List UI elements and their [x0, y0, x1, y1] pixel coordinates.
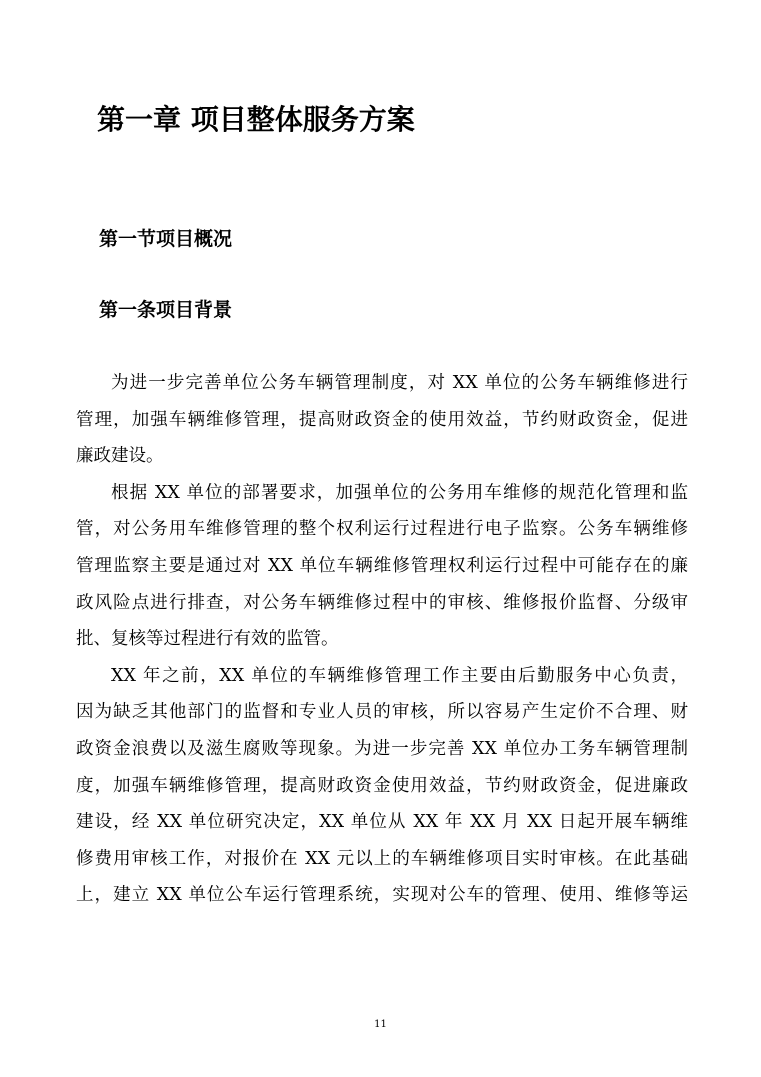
paragraph-line: 管，对公务用车维修管理的整个权利运行过程进行电子监察。公务车辆维修 [76, 519, 688, 540]
paragraph-line: 批、复核等过程进行有效的监管。 [76, 629, 339, 650]
paragraph-line: 管理监察主要是通过对 XX 单位车辆维修管理权利运行过程中可能存在的廉 [76, 555, 688, 576]
paragraph-line: 因为缺乏其他部门的监督和专业人员的审核，所以容易产生定价不合理、财 [76, 702, 688, 723]
body-text [76, 365, 688, 914]
paragraph-line: 上，建立 XX 单位公车运行管理系统，实现对公车的管理、使用、维修等运 [76, 885, 688, 906]
paragraph-line: 政风险点进行排查，对公务车辆维修过程中的审核、维修报价监督、分级审 [76, 592, 688, 613]
paragraph-line: 建设，经 XX 单位研究决定，XX 单位从 XX 年 XX 月 XX 日起开展车辆维 [76, 812, 688, 833]
paragraph-line: 管理，加强车辆维修管理，提高财政资金的使用效益，节约财政资金，促进 [76, 409, 688, 430]
paragraph [76, 365, 688, 475]
paragraph-line: 政资金浪费以及滋生腐败等现象。为进一步完善 XX 单位办工务车辆管理制 [76, 738, 688, 759]
paragraph-line: XX 年之前，XX 单位的车辆维修管理工作主要由后勤服务中心负责， [111, 665, 688, 686]
chapter-title: 第一章 项目整体服务方案 [97, 103, 415, 136]
paragraph-line: 为进一步完善单位公务车辆管理制度，对 XX 单位的公务车辆维修进行 [111, 373, 688, 393]
article-title: 第一条项目背景 [99, 299, 233, 321]
paragraph-line: 廉政建设。 [76, 446, 164, 467]
paragraph-line: 度，加强车辆维修管理，提高财政资金使用效益，节约财政资金，促进廉政 [76, 775, 688, 796]
paragraph [76, 475, 688, 658]
paragraph-line: 修费用审核工作，对报价在 XX 元以上的车辆维修项目实时审核。在此基础 [76, 848, 688, 869]
section-title: 第一节项目概况 [99, 228, 233, 250]
page-number: 11 [374, 1019, 387, 1030]
paragraph-line: 根据 XX 单位的部署要求，加强单位的公务用车维修的规范化管理和监 [111, 482, 688, 503]
paragraph [76, 658, 688, 914]
